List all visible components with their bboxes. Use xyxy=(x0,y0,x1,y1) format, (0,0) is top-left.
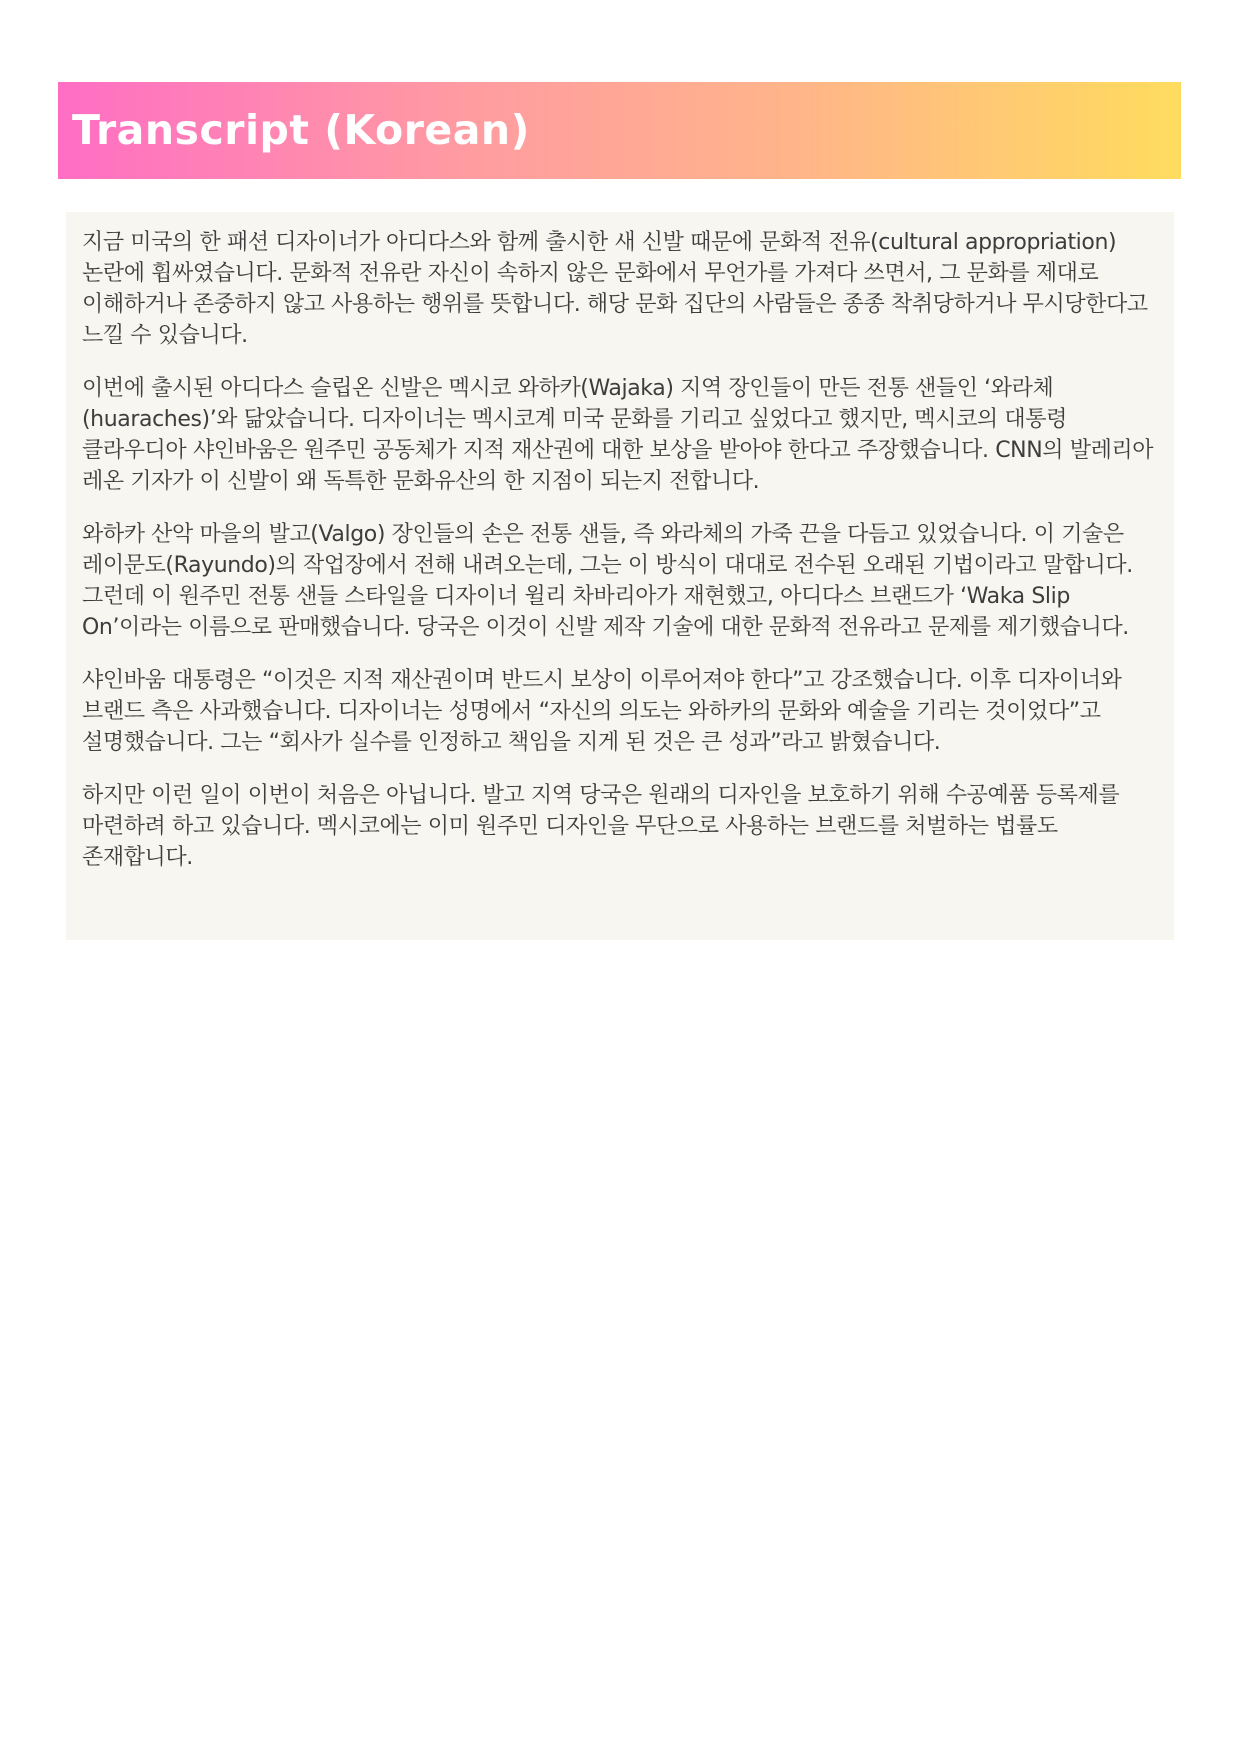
transcript-paragraph: 이번에 출시된 아디다스 슬립온 신발은 멕시코 와하카(Wajaka) 지역 장인들이 만든 전통 샌들인 ‘와라체(huaraches)’와 닮았습니다. 디자이너는 멕시코계 미국 문화를 기리고 싶었다고 했지만, 멕시코의 대통령 클라우디아 샤인바움은 원주민 공동체가 지적 재산권에 대한 보상을 받아야 한다고 주장했습니다. CNN의 발레리아 레온 기자가 이 신발이 왜 독특한 문화유산의 한 지점이 되는지 전합니다. xyxy=(82,376,1154,494)
transcript-body xyxy=(66,212,1174,940)
transcript-paragraph: 지금 미국의 한 패션 디자이너가 아디다스와 함께 출시한 새 신발 때문에 문화적 전유(cultural appropriation) 논란에 휩싸였습니다. 문화적 전유란 자신이 속하지 않은 문화에서 무언가를 가져다 쓰면서, 그 문화를 제대로 이해하거나 존중하지 않고 사용하는 행위를 뜻합니다. 해당 문화 집단의 사람들은 종종 착취당하거나 무시당한다고 느낄 수 있습니다. xyxy=(82,230,1148,348)
transcript-paragraph: 하지만 이런 일이 이번이 처음은 아닙니다. 발고 지역 당국은 원래의 디자인을 보호하기 위해 수공예품 등록제를 마련하려 하고 있습니다. 멕시코에는 이미 원주민 디자인을 무단으로 사용하는 브랜드를 처벌하는 법률도 존재합니다. xyxy=(82,783,1120,870)
transcript-paragraph: 와하카 산악 마을의 발고(Valgo) 장인들의 손은 전통 샌들, 즉 와라체의 가죽 끈을 다듬고 있었습니다. 이 기술은 레이문도(Rayundo)의 작업장에서 전해 내려오는데, 그는 이 방식이 대대로 전수된 오래된 기법이라고 말합니다. 그런데 이 원주민 전통 샌들 스타일을 디자이너 윌리 차바리아가 재현했고, 아디다스 브랜드가 ‘Waka Slip On’이라는 이름으로 판매했습니다. 당국은 이것이 신발 제작 기술에 대한 문화적 전유라고 문제를 제기했습니다. xyxy=(82,522,1133,640)
transcript-paragraph: 샤인바움 대통령은 “이것은 지적 재산권이며 반드시 보상이 이루어져야 한다”고 강조했습니다. 이후 디자이너와 브랜드 측은 사과했습니다. 디자이너는 성명에서 “자신의 의도는 와하카의 문화와 예술을 기리는 것이었다”고 설명했습니다. 그는 “회사가 실수를 인정하고 책임을 지게 된 것은 큰 성과”라고 밝혔습니다. xyxy=(82,668,1122,755)
page-title: Transcript (Korean) xyxy=(72,106,530,154)
title-banner xyxy=(58,82,1181,179)
